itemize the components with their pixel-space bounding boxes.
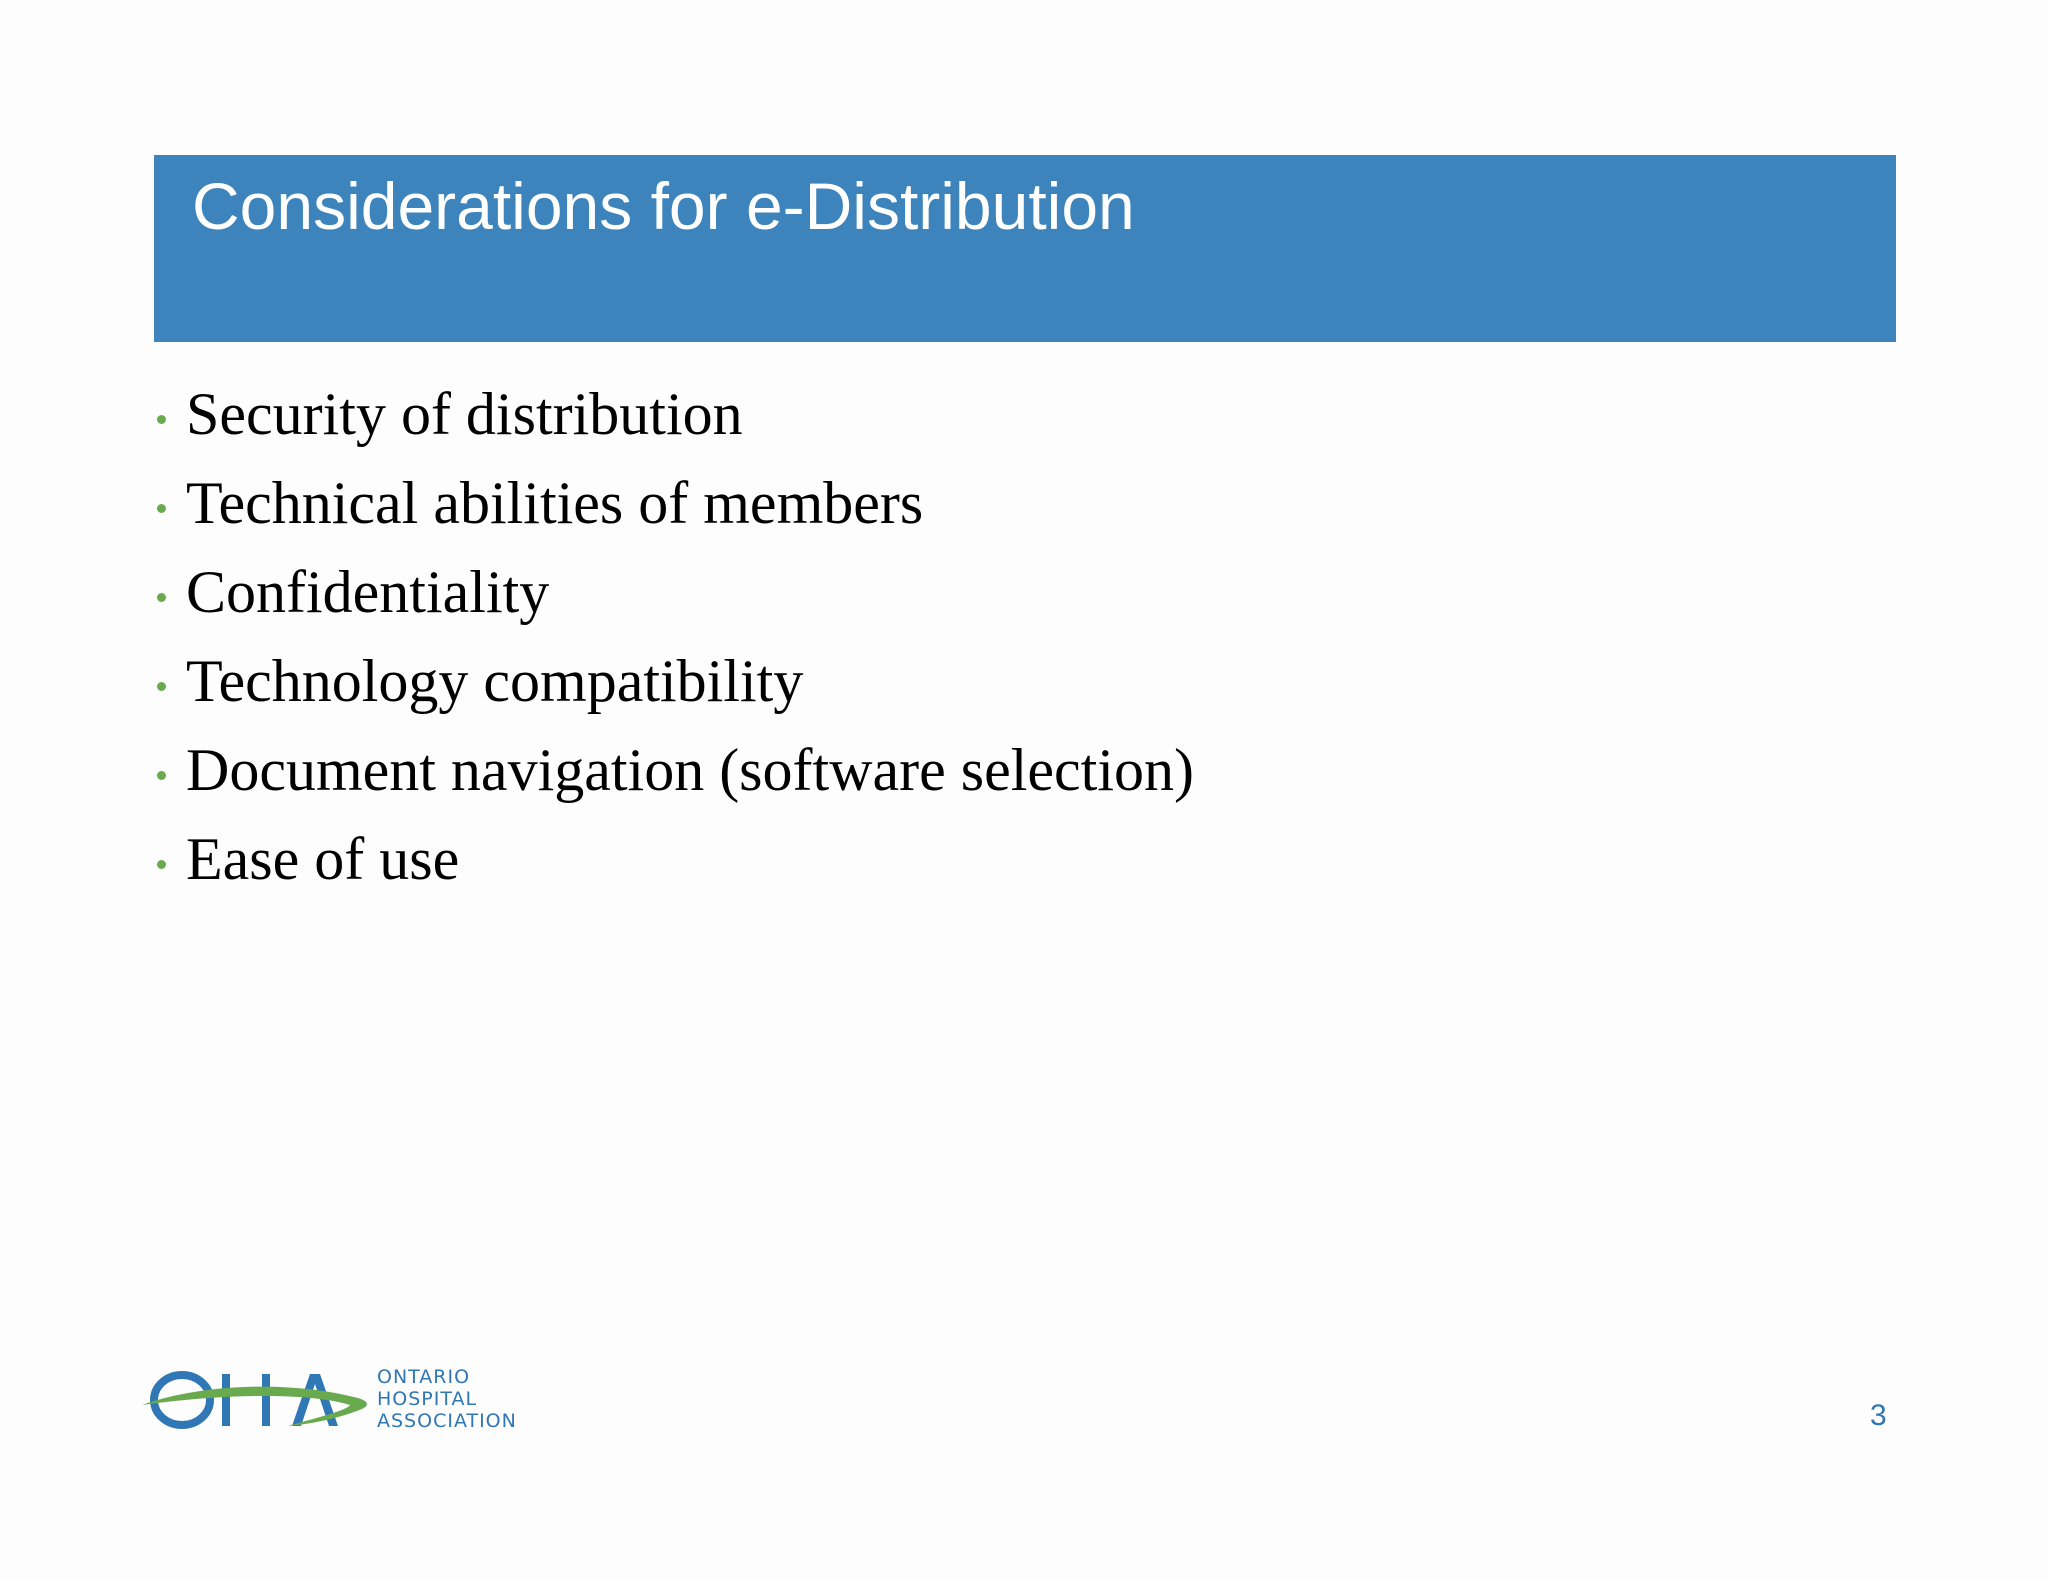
oha-logo-mark-svg (140, 1360, 372, 1440)
bullet-item (155, 459, 1194, 548)
bullet-text: Technical abilities of members (186, 470, 924, 536)
logo-line-hospital: HOSPITAL (377, 1388, 478, 1410)
bullet-item (155, 637, 1194, 726)
title-bar (154, 155, 1896, 342)
bullet-item (155, 726, 1194, 815)
bullet-icon (157, 860, 166, 869)
bullet-icon (157, 415, 166, 424)
oha-logo-mark-icon (140, 1360, 372, 1440)
page-number: 3 (1870, 1399, 1887, 1432)
bullet-icon (157, 682, 166, 691)
bullet-item (155, 548, 1194, 637)
oha-logo (140, 1360, 530, 1440)
bullet-icon (157, 771, 166, 780)
bullet-icon (157, 504, 166, 513)
bullet-list (155, 370, 1194, 904)
logo-line-association: ASSOCIATION (377, 1410, 517, 1432)
oha-logo-text (377, 1366, 517, 1432)
bullet-text: Document navigation (software selection) (186, 737, 1194, 803)
bullet-icon (157, 593, 166, 602)
bullet-item (155, 815, 1194, 904)
bullet-text: Security of distribution (186, 381, 743, 447)
logo-line-ontario: ONTARIO (377, 1366, 471, 1388)
bullet-text: Ease of use (186, 826, 460, 892)
bullet-text: Technology compatibility (186, 648, 804, 714)
slide-title: Considerations for e-Distribution (192, 169, 1135, 243)
bullet-text: Confidentiality (186, 559, 550, 625)
bullet-item (155, 370, 1194, 459)
